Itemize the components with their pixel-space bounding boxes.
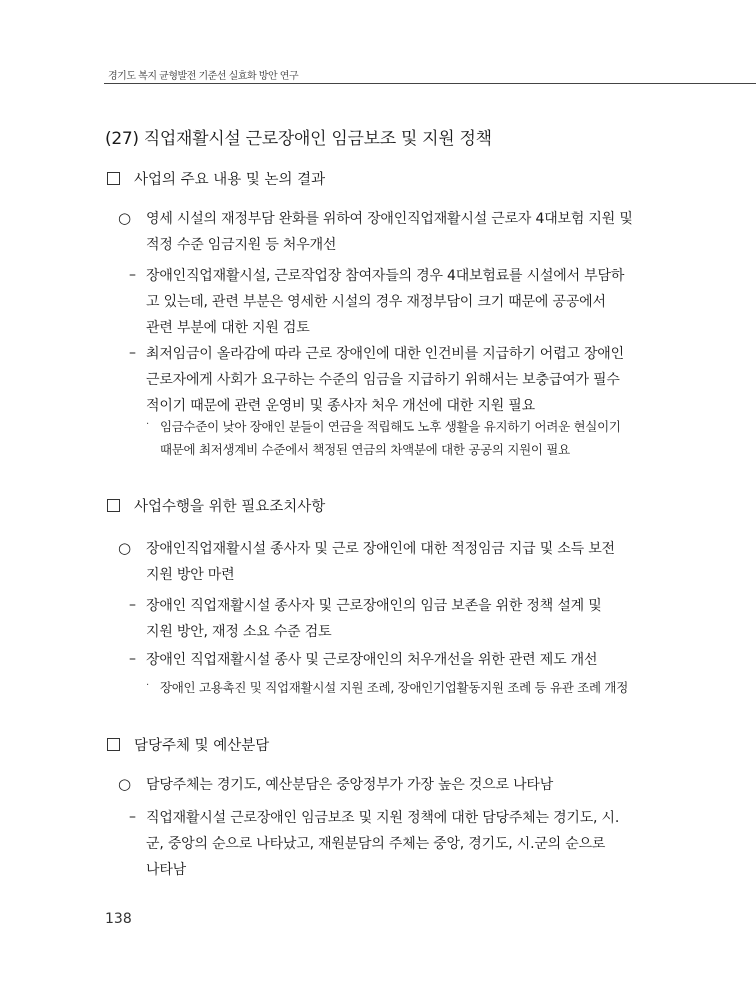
- paragraph-line: 관련 부분에 대한 지원 검토: [146, 320, 310, 336]
- circle-bullet-icon: ○: [118, 209, 132, 227]
- paragraph-line: 지원 방안 마련: [146, 567, 235, 583]
- section-heading-text: 담당주체 및 예산분담: [134, 738, 270, 754]
- paragraph-line: 장애인 직업재활시설 종사자 및 근로장애인의 임금 보존을 위한 정책 설계 및: [146, 598, 602, 614]
- note-line: 장애인 고용촉진 및 직업재활시설 지원 조례, 장애인기업활동지원 조례 등 유관 조례 개정: [160, 680, 628, 695]
- dash-paragraph: [146, 263, 651, 341]
- dash-bullet-icon: –: [129, 267, 136, 283]
- circle-bullet-icon: ○: [118, 539, 132, 557]
- paragraph-line: 장애인 직업재활시설 종사 및 근로장애인의 처우개선을 위한 관련 제도 개선: [146, 652, 598, 668]
- paragraph-line: 장애인직업재활시설 종사자 및 근로 장애인에 대한 적정임금 지급 및 소득 보전: [146, 541, 615, 557]
- running-header: 경기도 복지 균형발전 기준선 실효화 방안 연구: [108, 71, 299, 82]
- dash-bullet-icon: –: [129, 345, 136, 361]
- circle-paragraph: [146, 536, 651, 588]
- note-bullet-icon: ·: [146, 680, 150, 691]
- dash-bullet-icon: –: [129, 597, 136, 613]
- note-line: 때문에 최저생계비 수준에서 책정된 연금의 차액분에 대한 공공의 지원이 필요: [160, 442, 570, 457]
- note-paragraph: [160, 676, 652, 699]
- paragraph-line: 최저임금이 올라감에 따라 근로 장애인에 대한 인건비를 지급하기 어렵고 장애인: [146, 346, 624, 362]
- dash-bullet-icon: –: [129, 809, 136, 825]
- dash-bullet-icon: –: [129, 651, 136, 667]
- section-heading-1: [107, 168, 325, 189]
- checkbox-square-icon: [107, 172, 120, 185]
- note-bullet-icon: ·: [146, 419, 150, 430]
- section-heading-3: [107, 734, 269, 755]
- dash-paragraph: [146, 647, 651, 673]
- header-divider: [104, 83, 756, 84]
- paragraph-line: 영세 시설의 재정부담 완화를 위하여 장애인직업재활시설 근로자 4대보험 지원 및: [146, 211, 633, 227]
- paragraph-line: 장애인직업재활시설, 근로작업장 참여자들의 경우 4대보험료를 시설에서 부담하: [146, 268, 625, 284]
- circle-bullet-icon: ○: [118, 775, 132, 793]
- paragraph-line: 적이기 때문에 관련 운영비 및 종사자 처우 개선에 대한 지원 필요: [146, 398, 535, 414]
- section-heading-text: 사업수행을 위한 필요조치사항: [134, 499, 326, 515]
- note-line: 임금수준이 낮아 장애인 분들이 연금을 적립해도 노후 생활을 유지하기 어려운 현실이기: [160, 419, 621, 434]
- paragraph-line: 근로자에게 사회가 요구하는 수준의 임금을 지급하기 위해서는 보충급여가 필수: [146, 372, 620, 388]
- dash-paragraph: [146, 593, 651, 645]
- page-number: 138: [105, 911, 132, 927]
- circle-paragraph: [146, 772, 651, 798]
- paragraph-line: 담당주체는 경기도, 예산분담은 중앙정부가 가장 높은 것으로 나타남: [146, 777, 554, 793]
- paragraph-line: 직업재활시설 근로장애인 임금보조 및 지원 정책에 대한 담당주체는 경기도, 시.: [146, 810, 620, 826]
- note-paragraph: [160, 415, 652, 461]
- dash-paragraph: [146, 341, 651, 419]
- checkbox-square-icon: [107, 499, 120, 512]
- paragraph-line: 고 있는데, 관련 부분은 영세한 시설의 경우 재정부담이 크기 때문에 공공에서: [146, 294, 606, 310]
- checkbox-square-icon: [107, 738, 120, 751]
- paragraph-line: 적정 수준 임금지원 등 처우개선: [146, 237, 337, 253]
- circle-paragraph: [146, 206, 651, 258]
- section-heading-2: [107, 495, 325, 516]
- paragraph-line: 지원 방안, 재정 소요 수준 검토: [146, 624, 332, 640]
- paragraph-line: 군, 중앙의 순으로 나타났고, 재원분담의 주체는 중앙, 경기도, 시.군의 순으로: [146, 836, 606, 852]
- dash-paragraph: [146, 805, 651, 883]
- section-title: (27) 직업재활시설 근로장애인 임금보조 및 지원 정책: [105, 129, 492, 149]
- paragraph-line: 나타남: [146, 862, 186, 878]
- section-heading-text: 사업의 주요 내용 및 논의 결과: [134, 172, 326, 188]
